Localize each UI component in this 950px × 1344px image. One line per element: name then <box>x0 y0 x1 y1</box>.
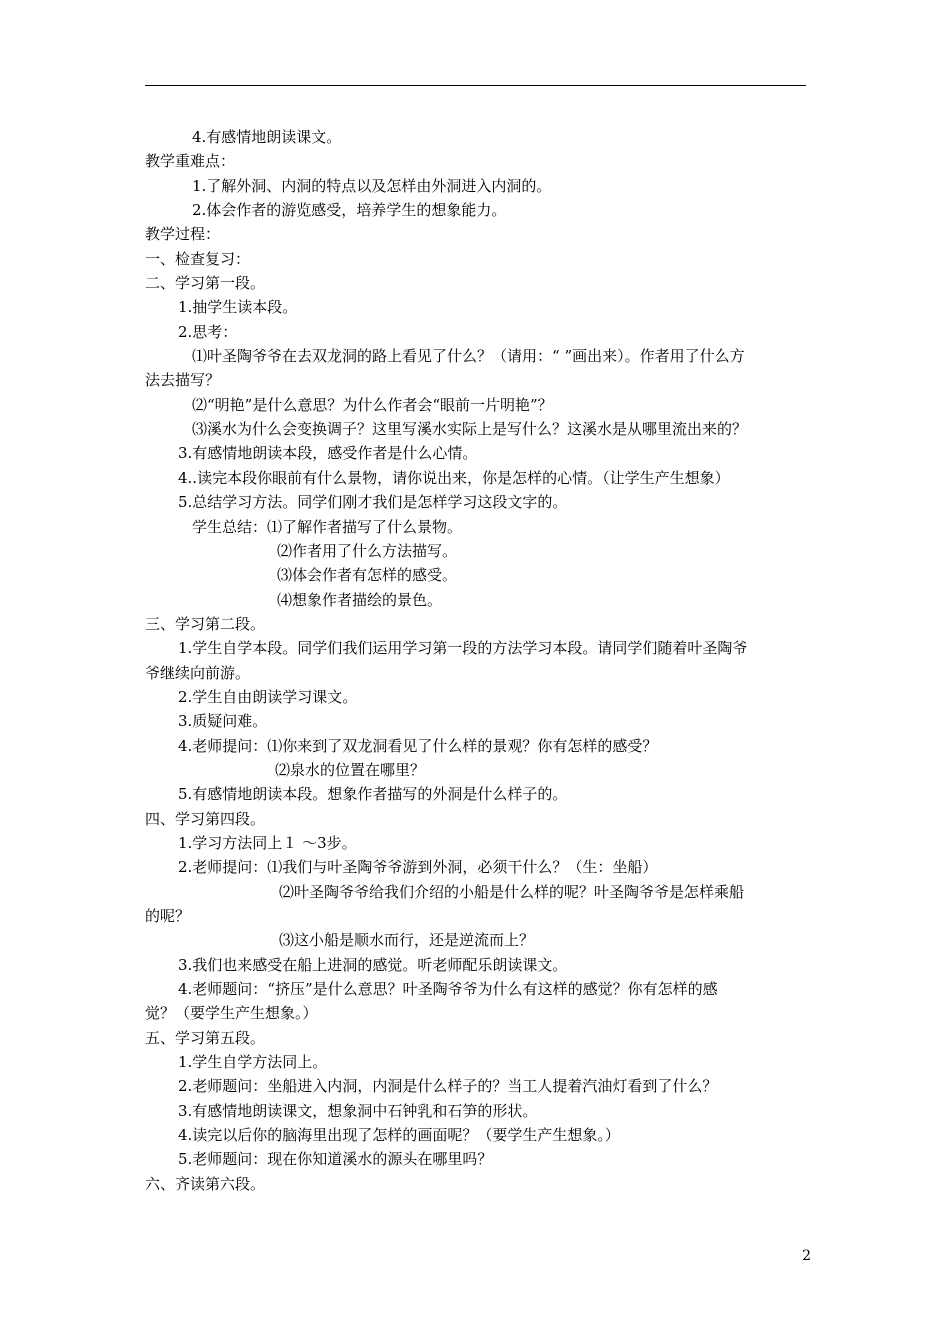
question-item: ⑴叶圣陶爷爷在去双龙洞的路上看见了什么？（请用：“ ”画出来）。作者用了什么方 <box>192 347 745 366</box>
step-heading-5: 五、学习第五段。 <box>145 1028 266 1047</box>
list-item: 1.学习方法同上１ ～3步。 <box>178 833 357 852</box>
list-item: 2.学生自由朗读学习课文。 <box>178 687 358 706</box>
question-item: ⑶溪水为什么会变换调子？这里写溪水实际上是写什么？这溪水是从哪里流出来的？ <box>192 420 748 439</box>
step-heading-6: 六、齐读第六段。 <box>145 1174 266 1193</box>
summary-item: ⑵作者用了什么方法描写。 <box>277 541 458 560</box>
list-item: 3.有感情地朗读课文，想象洞中石钟乳和石笋的形状。 <box>178 1101 538 1120</box>
list-item: 5.老师题问：现在你知道溪水的源头在哪里吗？ <box>178 1150 493 1169</box>
question-item: ⑵“明艳”是什么意思？为什么作者会“眼前一片明艳”？ <box>192 395 553 414</box>
key-point-1: 1.了解外洞、内洞的特点以及怎样由外洞进入内洞的。 <box>192 176 552 195</box>
sub-question: ⑵叶圣陶爷爷给我们介绍的小船是什么样的呢？叶圣陶爷爷是怎样乘船 <box>279 882 745 901</box>
list-item: 2.老师提问：⑴我们与叶圣陶爷爷游到外洞，必须干什么？（生：坐船） <box>178 858 658 877</box>
list-item: 4.读完以后你的脑海里出现了怎样的画面呢？（要学生产生想象。） <box>178 1126 620 1145</box>
list-item-continued: 觉？（要学生产生想象。） <box>145 1004 318 1023</box>
step-heading-3: 三、学习第二段。 <box>145 614 266 633</box>
sub-question: ⑵泉水的位置在哪里？ <box>275 760 426 779</box>
summary-item: ⑶体会作者有怎样的感受。 <box>277 566 458 585</box>
list-item: 2.思考： <box>178 322 238 341</box>
sub-question-continued: 的呢？ <box>145 907 191 925</box>
list-item: 1.学生自学本段。同学们我们运用学习第一段的方法学习本段。请同学们随着叶圣陶爷 <box>178 639 748 658</box>
list-item: 5.有感情地朗读本段。想象作者描写的外洞是什么样子的。 <box>178 785 568 804</box>
list-item: 1.学生自学方法同上。 <box>178 1053 328 1072</box>
list-item: 4..读完本段你眼前有什么景物，请你说出来，你是怎样的心情。（让学生产生想象） <box>178 468 730 487</box>
summary-item: ⑷想象作者描绘的景色。 <box>277 590 443 609</box>
page-number: 2 <box>802 1248 811 1264</box>
header-rule <box>145 85 806 86</box>
sub-question: ⑶这小船是顺水而行，还是逆流而上？ <box>279 931 535 950</box>
list-item: 3.质疑问难。 <box>178 712 268 731</box>
lesson-plan-body <box>145 125 808 1196</box>
objective-4: 4.有感情地朗读课文。 <box>192 128 342 146</box>
section-heading-key-points: 教学重难点： <box>145 152 236 171</box>
list-item: 4.老师题问：“挤压”是什么意思？叶圣陶爷爷为什么有这样的感觉？你有怎样的感 <box>178 980 718 999</box>
list-item-continued: 爷继续向前游。 <box>145 663 251 682</box>
question-item-continued: 法去描写？ <box>145 371 221 390</box>
list-item: 5.总结学习方法。同学们刚才我们是怎样学习这段文字的。 <box>178 493 568 512</box>
step-heading-4: 四、学习第四段。 <box>145 809 266 828</box>
key-point-2: 2.体会作者的游览感受，培养学生的想象能力。 <box>192 201 507 220</box>
step-heading-2: 二、学习第一段。 <box>145 274 266 293</box>
list-item: 1.抽学生读本段。 <box>178 298 298 317</box>
list-item: 2.老师题问：坐船进入内洞，内洞是什么样子的？当工人提着汽油灯看到了什么？ <box>178 1077 718 1096</box>
student-summary: 学生总结：⑴了解作者描写了什么景物。 <box>192 517 463 536</box>
list-item: 3.有感情地朗读本段，感受作者是什么心情。 <box>178 444 478 463</box>
section-heading-process: 教学过程： <box>145 225 221 244</box>
list-item: 3.我们也来感受在船上进洞的感觉。听老师配乐朗读课文。 <box>178 955 568 974</box>
list-item: 4.老师提问：⑴你来到了双龙洞看见了什么样的景观？你有怎样的感受？ <box>178 736 658 755</box>
step-heading-1: 一、检查复习： <box>145 249 251 268</box>
